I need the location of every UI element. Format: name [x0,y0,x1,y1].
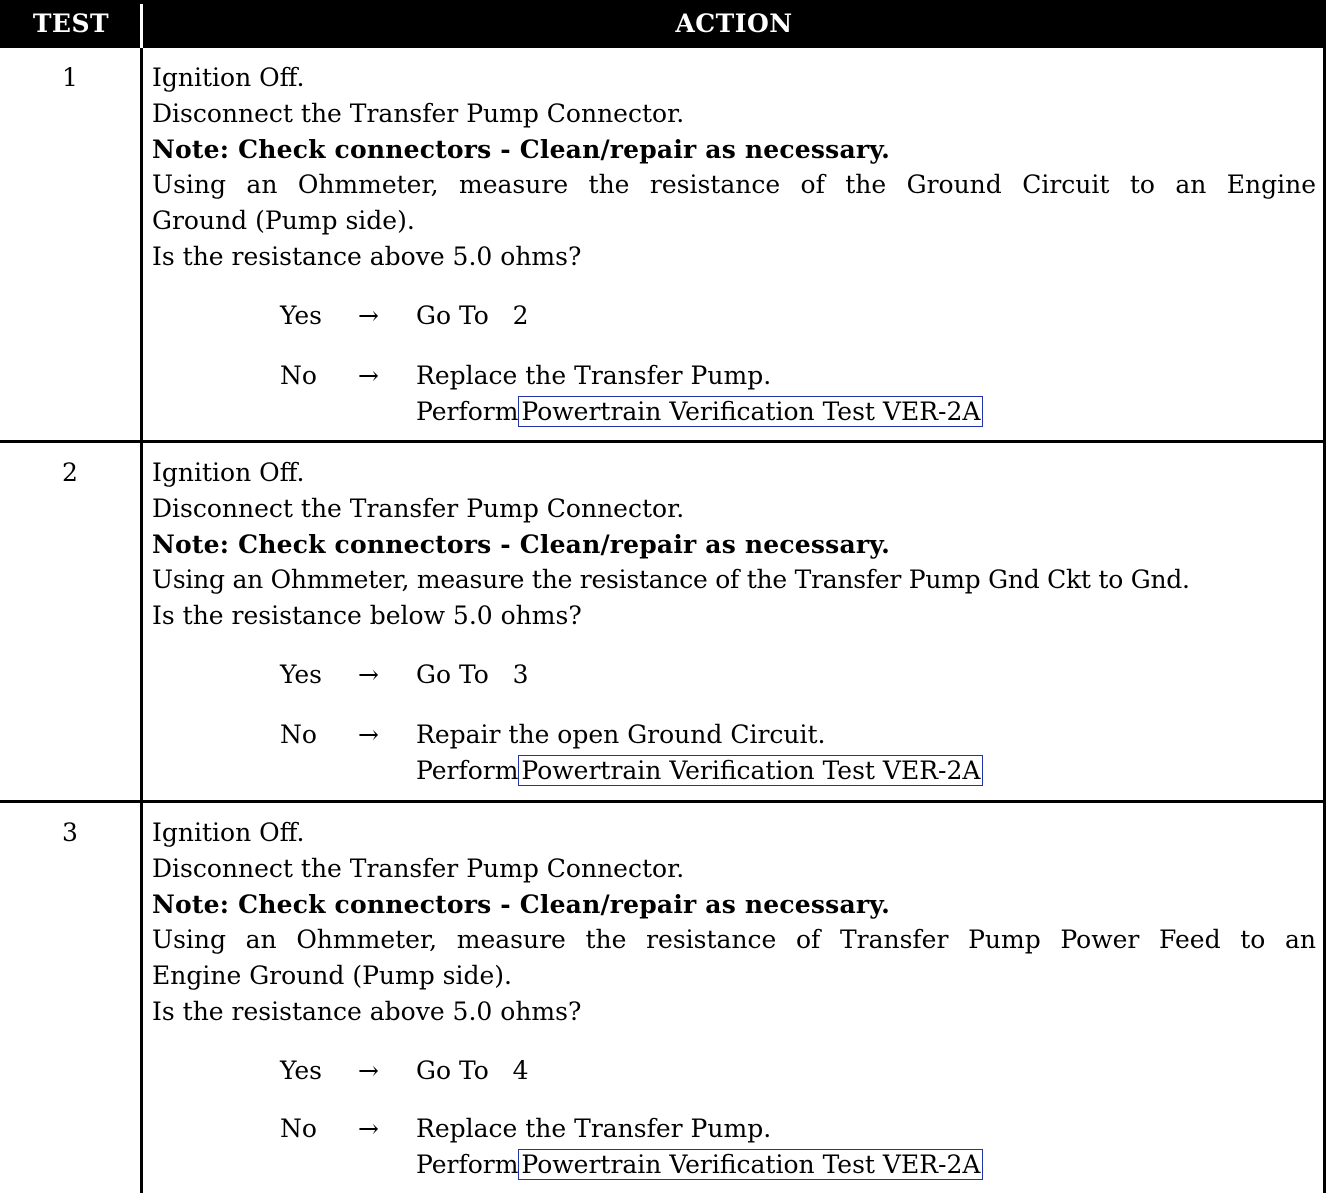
right-arrow-icon: → [358,361,379,390]
right-arrow-icon: → [358,660,379,689]
right-arrow-icon: → [358,1056,379,1085]
goto-text[interactable]: Go To 4 [416,1056,529,1085]
perform-label: Perform [416,1150,519,1179]
action-text [152,60,1316,275]
note-line: Note: Check connectors - Clean/repair as necessary. [152,529,890,559]
verification-test-link[interactable]: Powertrain Verification Test VER-2A [518,1149,983,1180]
action-line: Disconnect the Transfer Pump Connector. [152,98,685,128]
verification-test-link[interactable]: Powertrain Verification Test VER-2A [518,396,983,427]
verification-test-link[interactable]: Powertrain Verification Test VER-2A [518,755,983,786]
test-row-3 [0,803,1326,1193]
right-arrow-icon: → [358,720,379,749]
action-line: Ignition Off. [152,818,305,847]
action-line: Using an Ohmmeter, measure the resistance of the Transfer Pump Gnd Ckt to Gnd. [152,565,1190,595]
action-line: Ground (Pump side). [152,206,415,236]
perform-label: Perform [416,397,519,426]
action-line: Using an Ohmmeter, measure the resistance of the Ground Circuit to an Engine [152,170,1316,200]
perform-line [416,1147,983,1183]
perform-label: Perform [416,756,519,785]
header-action: ACTION [675,9,793,38]
note-line: Note: Check connectors - Clean/repair as necessary. [152,889,890,919]
column-divider [140,443,143,802]
action-line: Disconnect the Transfer Pump Connector. [152,493,685,523]
test-number: 2 [62,458,78,487]
yes-label: Yes [280,660,322,689]
no-result-text: Repair the open Ground Circuit. [416,720,826,749]
question-line: Is the resistance above 5.0 ohms? [152,996,582,1026]
no-result-text: Replace the Transfer Pump. [416,1114,772,1143]
perform-line [416,394,983,430]
action-line: Ignition Off. [152,458,305,487]
no-result-text: Replace the Transfer Pump. [416,361,772,390]
action-text [152,815,1316,1030]
action-line: Using an Ohmmeter, measure the resistance of Transfer Pump Power Feed to an [152,925,1316,955]
action-line: Ignition Off. [152,63,305,92]
test-number: 3 [62,818,78,847]
action-line: Disconnect the Transfer Pump Connector. [152,853,685,883]
right-arrow-icon: → [358,301,379,330]
no-label: No [280,1114,317,1143]
goto-text[interactable]: Go To 3 [416,660,529,689]
column-divider [140,803,143,1193]
question-line: Is the resistance above 5.0 ohms? [152,241,582,271]
no-label: No [280,720,317,749]
question-line: Is the resistance below 5.0 ohms? [152,601,582,631]
note-line: Note: Check connectors - Clean/repair as necessary. [152,134,890,164]
test-number: 1 [62,63,78,92]
column-divider [140,48,143,442]
action-line: Engine Ground (Pump side). [152,961,512,991]
test-row-1 [0,48,1326,442]
table-header [0,0,1326,48]
header-test: TEST [32,9,110,38]
right-arrow-icon: → [358,1114,379,1143]
action-text [152,455,1316,634]
yes-label: Yes [280,1056,322,1085]
perform-line [416,753,983,789]
yes-label: Yes [280,301,322,330]
goto-text[interactable]: Go To 2 [416,301,529,330]
no-label: No [280,361,317,390]
test-row-2 [0,443,1326,802]
